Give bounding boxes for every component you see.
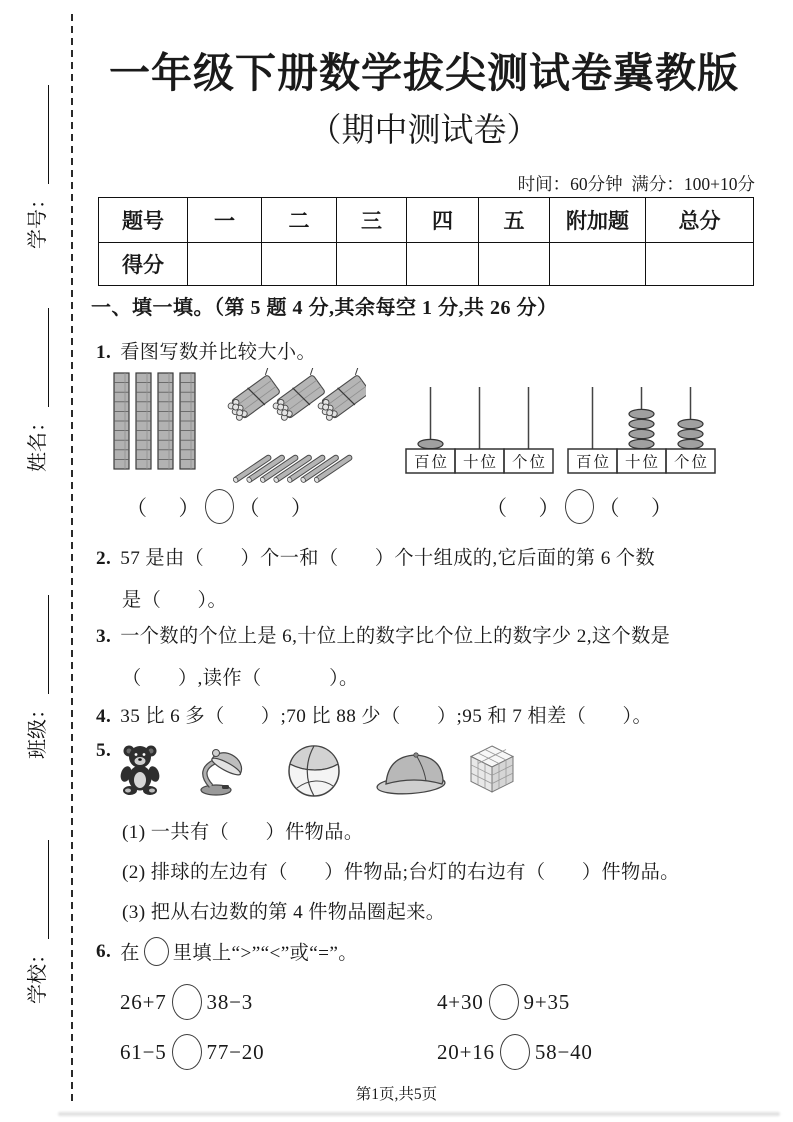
question-6-number: 6. xyxy=(96,940,112,962)
school-field xyxy=(23,840,49,1004)
page-number: 第1页,共5页 xyxy=(355,1086,438,1103)
comparison-circle xyxy=(489,984,519,1020)
score-cell xyxy=(188,243,262,286)
page-title: 一年级下册数学拔尖测试卷冀教版 xyxy=(109,50,739,96)
answer-blank: （ ） xyxy=(598,495,672,520)
expression-right: 38−3 xyxy=(206,989,254,1014)
student-name-field xyxy=(23,308,49,472)
svg-text:个位: 个位 xyxy=(511,454,548,471)
question-2-line1: 57 是由（ ）个一和（ ）个十组成的,它后面的第 6 个数 xyxy=(120,548,656,569)
svg-text:十位: 十位 xyxy=(462,454,499,471)
score-header-cell: 题号 xyxy=(99,198,188,243)
student-id-blank-line xyxy=(31,85,49,184)
score-header-cell: 二 xyxy=(262,198,337,243)
fold-dashed-line xyxy=(71,14,73,1106)
expression-right: 9+35 xyxy=(523,989,571,1014)
score-header-cell: 四 xyxy=(407,198,479,243)
abacus-graphic-1 xyxy=(404,387,556,480)
svg-text:个位: 个位 xyxy=(673,454,710,471)
q6-expression-4 xyxy=(437,1034,593,1070)
expression-left: 26+7 xyxy=(120,989,167,1014)
rubiks-cube-icon xyxy=(468,744,516,801)
score-cell xyxy=(646,243,754,286)
comparison-circle xyxy=(500,1034,530,1070)
answer-blank: （ ） xyxy=(238,495,312,520)
base-ten-rods-graphic xyxy=(112,371,200,476)
answer-blank: （ ） xyxy=(126,495,200,520)
question-5-sub2: (2) 排球的左边有（ ）件物品;台灯的右边有（ ）件物品。 xyxy=(122,862,680,883)
volleyball-icon xyxy=(287,744,341,803)
desk-lamp-icon xyxy=(194,741,252,801)
class-blank-line xyxy=(31,595,49,694)
question-5-sub3: (3) 把从右边数的第 4 件物品圈起来。 xyxy=(122,902,446,923)
question-5-sub1: (1) 一共有（ ）件物品。 xyxy=(122,822,364,843)
abacus-graphic-2 xyxy=(566,387,718,480)
expression-left: 4+30 xyxy=(437,989,484,1014)
question-5-number: 5. xyxy=(96,740,112,761)
comparison-circle xyxy=(205,489,234,524)
compare-blank-group-abacus xyxy=(486,489,672,524)
comparison-circle xyxy=(172,1034,202,1070)
question-3-line1: 一个数的个位上是 6,十位上的数字比个位上的数字少 2,这个数是 xyxy=(120,626,671,647)
svg-text:十位: 十位 xyxy=(624,454,661,471)
score-header-cell: 三 xyxy=(337,198,407,243)
score-row-label: 得分 xyxy=(99,243,188,286)
question-6 xyxy=(96,937,358,966)
comparison-circle xyxy=(565,489,594,524)
expression-right: 77−20 xyxy=(206,1039,265,1064)
expression-right: 58−40 xyxy=(534,1039,593,1064)
question-6-suffix: 里填上“>”“<”或“=”。 xyxy=(172,943,358,964)
question-4-text: 35 比 6 多（ ）;70 比 88 少（ ）;95 和 7 相差（ ）。 xyxy=(120,706,653,727)
student-name-label: 姓名： xyxy=(27,412,49,472)
score-cell xyxy=(337,243,407,286)
comparison-circle xyxy=(172,984,202,1020)
comparison-circle xyxy=(144,937,169,966)
student-id-label: 学号： xyxy=(27,189,49,249)
score-cell xyxy=(262,243,337,286)
score-cell xyxy=(550,243,646,286)
score-header-cell: 附加题 xyxy=(550,198,646,243)
stick-bundles-graphic xyxy=(226,368,366,491)
svg-text:百位: 百位 xyxy=(575,454,612,471)
student-name-blank-line xyxy=(31,308,49,407)
answer-blank: （ ） xyxy=(486,495,560,520)
score-header-cell: 总分 xyxy=(646,198,754,243)
cap-icon xyxy=(374,748,452,803)
question-1-text: 看图写数并比较大小。 xyxy=(120,342,317,363)
score-table-header-row xyxy=(99,198,754,243)
school-label: 学校： xyxy=(27,944,49,1004)
question-3-number: 3. xyxy=(96,626,112,647)
expression-left: 61−5 xyxy=(120,1039,167,1064)
teddy-bear-icon xyxy=(118,743,162,800)
question-1-number: 1. xyxy=(96,342,112,363)
question-1 xyxy=(96,337,316,364)
question-4 xyxy=(96,701,652,728)
exam-meta: 时间：60分钟 满分：100+10分 xyxy=(517,174,755,194)
q6-expression-2 xyxy=(437,984,570,1020)
score-header-cell: 一 xyxy=(188,198,262,243)
question-4-number: 4. xyxy=(96,706,112,727)
class-field xyxy=(23,595,49,759)
score-header-cell: 五 xyxy=(479,198,550,243)
question-6-prefix: 在 xyxy=(120,943,140,964)
page-subtitle: （期中测试卷） xyxy=(308,113,540,149)
score-table-score-row xyxy=(99,243,754,286)
q6-expression-1 xyxy=(120,984,253,1020)
score-table xyxy=(98,197,754,286)
q6-expression-3 xyxy=(120,1034,264,1070)
question-5 xyxy=(96,740,120,762)
question-3 xyxy=(96,621,670,648)
compare-blank-group-blocks xyxy=(126,489,312,524)
class-label: 班级： xyxy=(27,699,49,759)
school-blank-line xyxy=(31,840,49,939)
svg-text:百位: 百位 xyxy=(413,454,450,471)
student-id-field xyxy=(23,85,49,249)
question-2-number: 2. xyxy=(96,548,112,569)
section1-heading: 一、填一填。（第 5 题 4 分,其余每空 1 分,共 26 分） xyxy=(91,297,558,319)
score-cell xyxy=(407,243,479,286)
score-cell xyxy=(479,243,550,286)
question-2-line2: 是（ ）。 xyxy=(122,590,228,611)
question-2 xyxy=(96,543,655,570)
expression-left: 20+16 xyxy=(437,1039,495,1064)
question-3-line2: （ ）,读作（ ）。 xyxy=(122,668,359,689)
scan-artifact xyxy=(58,1112,780,1116)
